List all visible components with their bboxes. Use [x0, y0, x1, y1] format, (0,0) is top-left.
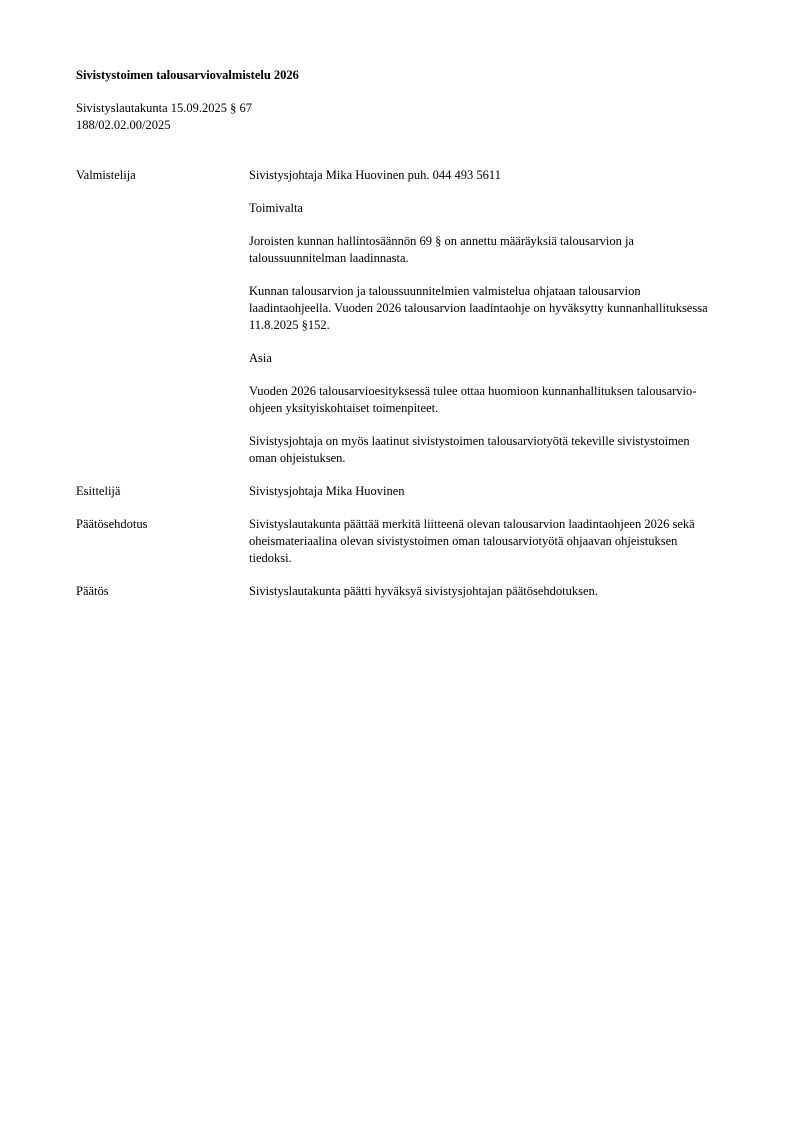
content-valmistelija — [249, 167, 716, 467]
decision-text: Sivistyslautakunta päätti hyväksyä sivistysjohtajan päätösehdotuksen. — [249, 584, 598, 598]
paragraph-own-guidance: Sivistysjohtaja on myös laatinut sivistystoimen talousarviotyötä tekeville sivistystoimen oman ohjeistuksen. — [249, 434, 690, 465]
paragraph-guidance: Kunnan talousarvion ja taloussuunnitelmien valmistelua ohjataan talousarvion laadintaohjeella. Vuoden 2026 talousarvion laadintaohje on hyväksytty kunnanhallituksessa 11.8.2025 §152. — [249, 284, 708, 332]
section-paatos — [76, 583, 716, 600]
preparer-line: Sivistysjohtaja Mika Huovinen puh. 044 493 5611 — [249, 168, 501, 182]
label-valmistelija: Valmistelija — [76, 168, 136, 182]
document-title: Sivistystoimen talousarviovalmistelu 2026 — [76, 68, 299, 82]
paragraph-budget-proposal: Vuoden 2026 talousarvioesityksessä tulee ottaa huomioon kunnanhallituksen talousarvio-ohjeen yksityiskohtaiset toimenpiteet. — [249, 384, 697, 415]
proposal-text: Sivistyslautakunta päättää merkitä liitteenä olevan talousarvion laadintaohjeen 2026 sekä oheismateriaalina olevan sivistystoimen oman talousarviotyötä ohjaavan ohjeistuksen tiedoksi. — [249, 517, 695, 565]
meeting-line: Sivistyslautakunta 15.09.2025 § 67 — [76, 101, 253, 115]
label-paatos: Päätös — [76, 584, 109, 598]
presenter-text: Sivistysjohtaja Mika Huovinen — [249, 484, 405, 498]
document-page — [76, 67, 716, 616]
label-esittelija: Esittelijä — [76, 484, 121, 498]
content-esittelija — [249, 483, 716, 500]
label-paatosehdotus: Päätösehdotus — [76, 517, 148, 531]
paragraph-authority: Joroisten kunnan hallintosäännön 69 § on annettu määräyksiä talousarvion ja taloussuunnitelman laadinnasta. — [249, 234, 634, 265]
section-valmistelija — [76, 167, 716, 467]
subheading-asia: Asia — [249, 351, 272, 365]
record-number: 188/02.02.00/2025 — [76, 118, 171, 132]
content-paatosehdotus — [249, 516, 716, 567]
content-paatos — [249, 583, 716, 600]
subheading-toimivalta: Toimivalta — [249, 201, 303, 215]
section-paatosehdotus — [76, 516, 716, 567]
section-esittelija — [76, 483, 716, 500]
document-meta — [76, 100, 716, 134]
